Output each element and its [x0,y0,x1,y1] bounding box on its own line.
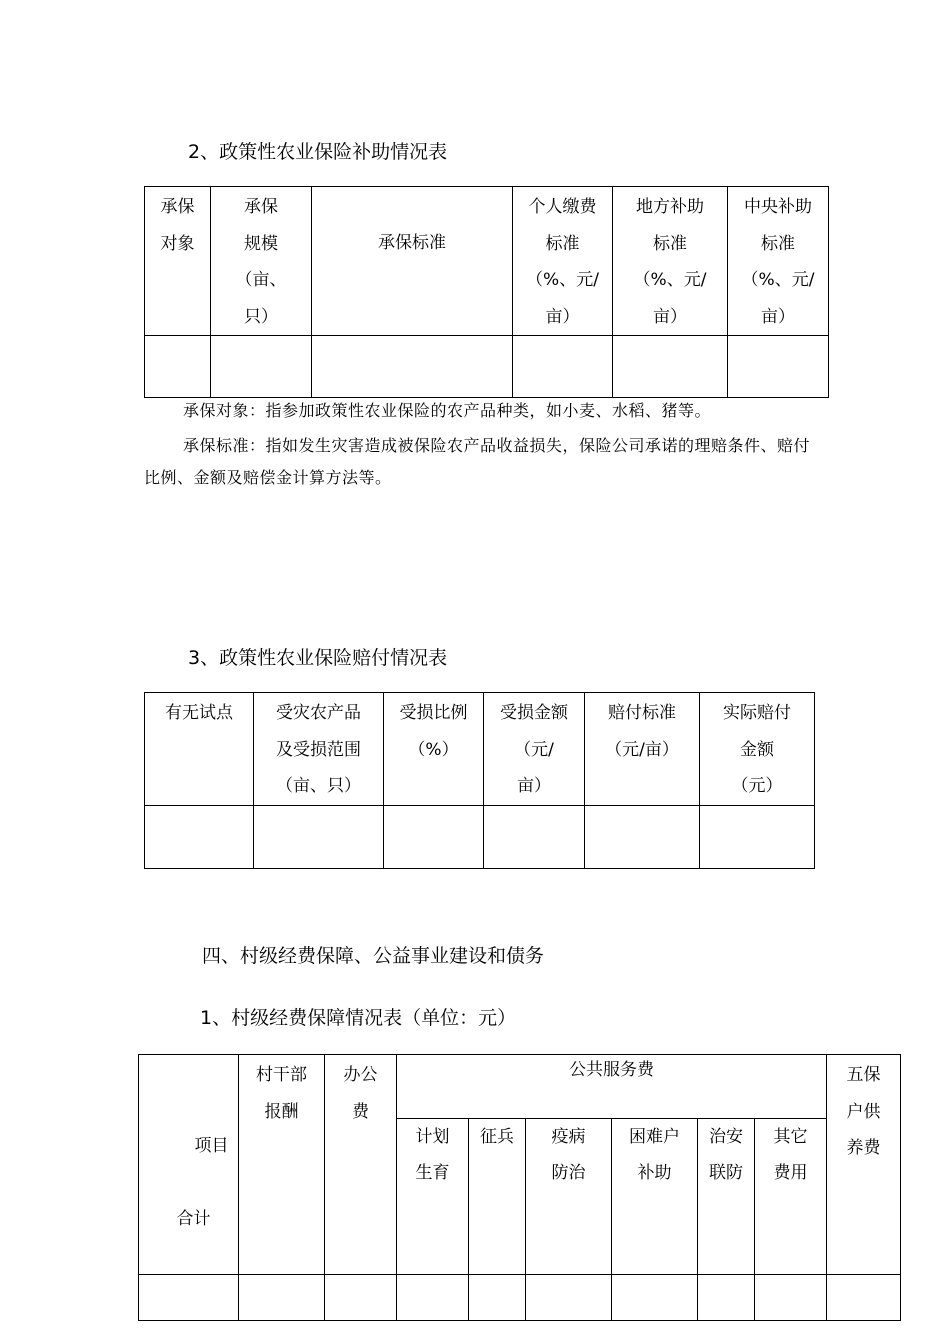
header-payout-standard: 赔付标准 （元/亩） [585,693,700,806]
header-five-guarantee: 五保 户供 养费 [827,1055,901,1275]
note-insured-standard: 承保标准：指如发生灾害造成被保险农产品收益损失，保险公司承诺的理赔条件、赔付比例、金额及赔偿金计算方法等。 [144,436,811,487]
empty-cell [755,1274,827,1320]
empty-cell [612,1274,698,1320]
header-central-subsidy: 中央补助 标准 （%、元/ 亩） [728,187,829,336]
table-header-row [145,693,815,806]
empty-cell [469,1274,526,1320]
header-family-planning: 计划 生育 [397,1118,469,1274]
header-insured-scale: 承保 规模 （亩、 只） [211,187,312,336]
empty-cell [700,805,815,868]
empty-cell [613,336,728,398]
table-row [139,1274,901,1320]
table-row [145,336,829,398]
empty-cell [145,336,211,398]
header-office-fee: 办公 费 [325,1055,397,1275]
note-insured-object: 承保对象：指参加政策性农业保险的农产品种类，如小麦、水稻、猪等。 [183,401,712,420]
header-affected-products: 受灾农产品 及受损范围 （亩、只） [254,693,384,806]
header-hardship: 困难户 补助 [612,1118,698,1274]
header-other: 其它 费用 [755,1118,827,1274]
header-project-total [139,1055,239,1275]
section4-title: 四、村级经费保障、公益事业建设和债务 [202,945,545,967]
empty-cell [254,805,384,868]
header-public-service: 公共服务费 [397,1055,827,1119]
empty-cell [312,336,513,398]
header-conscription: 征兵 [469,1118,526,1274]
header-local-subsidy: 地方补助 标准 （%、元/ 亩） [613,187,728,336]
empty-cell [384,805,484,868]
insurance-subsidy-table [144,186,829,398]
empty-cell [526,1274,612,1320]
insurance-payout-table [144,692,815,869]
empty-cell [325,1274,397,1320]
header-personal-fee: 个人缴费 标准 （%、元/ 亩） [513,187,613,336]
header-actual-payout: 实际赔付 金额 （元） [700,693,815,806]
empty-cell [484,805,585,868]
header-insured-object: 承保 对象 [145,187,211,336]
header-loss-amount: 受损金额 （元/ 亩） [484,693,585,806]
empty-cell [139,1274,239,1320]
empty-cell [827,1274,901,1320]
section3-title: 3、政策性农业保险赔付情况表 [188,647,448,669]
header-project-label: 项目 [194,1135,229,1156]
header-pilot: 有无试点 [145,693,254,806]
section2-title: 2、政策性农业保险补助情况表 [188,141,448,163]
empty-cell [397,1274,469,1320]
header-total-label: 合计 [176,1208,211,1229]
table-row [145,805,815,868]
empty-cell [239,1274,325,1320]
header-cadre-pay: 村干部 报酬 [239,1055,325,1275]
village-funding-table [138,1054,901,1321]
empty-cell [513,336,613,398]
empty-cell [145,805,254,868]
empty-cell [211,336,312,398]
table-header-row [139,1055,901,1119]
header-security: 治安 联防 [698,1118,755,1274]
header-loss-ratio: 受损比例 （%） [384,693,484,806]
header-epidemic: 疫病 防治 [526,1118,612,1274]
section4-subtitle: 1、村级经费保障情况表（单位：元） [200,1007,517,1029]
empty-cell [728,336,829,398]
header-insured-standard: 承保标准 [312,187,513,336]
empty-cell [698,1274,755,1320]
empty-cell [585,805,700,868]
table-header-row [145,187,829,336]
